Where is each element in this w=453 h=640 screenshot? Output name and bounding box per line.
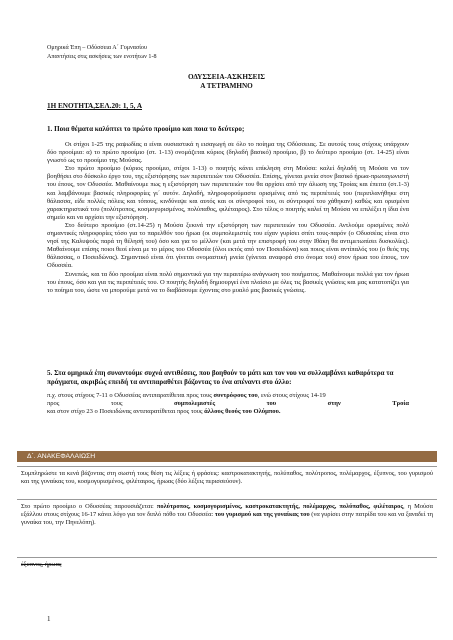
unit-heading: 1Η ΕΝΟΤΗΤΑ,ΣΕΛ.20: 1, 5, Α — [47, 102, 143, 110]
recap-text: , η Μούσα εξάλλου στους στίχους 16-17 κάνει λόγο για τον διπλό πόθο του Οδυσσέα: — [21, 503, 433, 519]
answer-5-word: προς — [47, 400, 60, 408]
answer-1-paragraph-1: Οι στίχοι 1-25 της ραψωδίας α είναι ουσιαστικά η εισαγωγή σε όλο το ποίημα της Οδύσσειας. Σε αυτούς τους στίχους υπάρχουν δύο προοίμια: α) το πρώτο προοίμιο (στ. 1-13) ονομάζεται κύριος (δηλαδή βασικό) προοίμιο, β) το δεύτερο προοίμιο (στ. 14-25) είναι γνωστό ως το προοίμιο της Μούσας. — [47, 141, 409, 165]
answer-5-line-3 — [47, 408, 409, 416]
answer-5-word: στην — [327, 400, 341, 408]
answer-1-paragraph-2: Στο πρώτο προοίμιο (κύριος προοίμιο, στίχοι 1-13) ο ποιητής κάνει επίκληση στη Μούσα: καλεί δηλαδή τη Μούσα να τον βοηθήσει στο δύσκολο έργο του, της εξιστόρησης των περιπετειών του Οδυσσέα. Επίσης, γίνεται μνεία στον βασικό ήρωα-πρωταγωνιστή του έπους, τον Οδυσσέα. Μαθαίνουμε πως η εξιστόρηση των περιπετειών του θα αρχίσει από την άλωση της Τροίας και έπειτα (στ.1-3) και λαμβάνουμε βασικές πληροφορίες γι΄ αυτόν. Δηλαδή, πληροφορούμαστε ορισμένες από τις περιπέτειές του (περιπλανήθηκε στη θάλασσα, είδε πολλές πόλεις και τόπους, κινδύνεψε και αυτός και οι σύντροφοί του, οι σύντροφοί του χάθηκαν) καθώς και ορισμένα χαρακτηριστικά του (πολύτροπος, κοσμογυρισμένος, πολύπαθος, φιλέταιρος). Στο τέλος ο ποιητής καλεί τη Μούσα να επιλέξει η ίδια ένα σημείο και να αρχίσει την εξιστόρηση. — [47, 165, 409, 221]
answer-1-paragraph-4: Συνεπώς, και τα δύο προοίμια είναι πολύ σημαντικά για την περαιτέρω ανάγνωση του ποιήματος. Μαθαίνουμε πολλά για τον ήρωα του έπους, όσο και για τις περιπέτειές του. Ο ποιητής δηλαδή δημιουργεί ένα πλαίσιο με όλες τις βασικές γνώσεις και μας κατατοπίζει για το ποίημα του, ώστε να μπορούμε μετά να το διαβάσουμε έχοντας στο μυαλό μας βασικές γνώσεις. — [47, 270, 409, 294]
answer-5-text: και στον στίχο 23 ο Ποσειδώνας αντιπαρατίθεται προς τους — [47, 408, 205, 416]
answer-5-word: τους — [110, 400, 123, 408]
recap-answer — [17, 499, 437, 554]
answer-5-emphasis: άλλους θεούς του Ολύμπου. — [204, 408, 281, 416]
answer-5-word: Τροία — [392, 400, 409, 408]
answer-5-emphasis: συντρόφους του — [213, 392, 258, 399]
struck-words: έξυπνος, ήρωας — [21, 561, 62, 568]
answer-5-text: π.χ. στους στίχους 7-11 ο Οδυσσέας αντιπαρατίθεται προς τους — [47, 392, 214, 399]
answer-1 — [47, 141, 409, 295]
document-subtitle: Α ΤΕΤΡΑΜΗΝΟ — [200, 82, 253, 90]
recap-instructions: Συμπληρώστε τα κενά βάζοντας στη σωστή τους θέση τις λέξεις ή φράσεις: καστροκατακτητής, πολύπαθος, πολύτροπος, πολέμαρχος, έξυπνος, του γυρισμού και της γυναίκας του, κοσμογυρισμένος, φιλέταιρος, ήρωας (δύο λέξεις περισσεύουν). — [17, 466, 437, 496]
recap-text: (να γυρίσει στην πατρίδα του και να ξαναδεί τη γυναίκα του, την Πηνελόπη). — [21, 511, 433, 527]
document-header — [47, 44, 157, 61]
recap-text: Στο πρώτο προοίμιο ο Οδυσσέας παρουσιάζεται: — [21, 503, 157, 510]
section-bar-recap: Δ΄. ΑΝΑΚΕΦΑΛΑΙΩΣΗ — [17, 451, 437, 462]
answer-5-text: , ενώ στους στίχους 14-19 — [257, 392, 326, 399]
recap-emphasis: του γυρισμού και της γυναίκας του — [214, 511, 310, 519]
header-line-1: Ομηρικά Έπη – Οδύσσεια Α΄ Γυμνασίου — [47, 45, 147, 51]
answer-5-word: του — [266, 400, 277, 408]
answer-5-line-2 — [47, 400, 409, 408]
answer-5 — [47, 392, 409, 416]
answer-5-word: συμπολεμιστές — [173, 400, 216, 408]
recap-leftover-words — [17, 557, 437, 569]
question-5: 5. Στα ομηρικά έπη συναντούμε συχνά αντιθέσεις, που βοηθούν το μάτι και τον νου να συλλαμβάνει καθαρότερα τα πράγματα, ακριβώς επειδή τα αντιπαραθέτει βάζοντας το ένα απέναντι στο άλλο: — [47, 369, 394, 386]
recap-emphasis: πολύτροπος, κοσμογυρισμένος, καστροκατακτητής, πολέμαρχος, πολύπαθος, φιλέταιρος — [156, 503, 404, 510]
answer-5-line-1 — [47, 392, 409, 400]
header-line-2: Απαντήσεις στις ασκήσεις των ενοτήτων 1-8 — [47, 53, 157, 60]
question-1: 1. Ποια θέματα καλύπτει το πρώτο προοίμιο και ποια το δεύτερο; — [47, 125, 245, 133]
page-number: 1 — [47, 615, 51, 623]
answer-1-paragraph-3: Στο δεύτερο προοίμιο (στ.14-25) η Μούσα ξεκινά την εξιστόρηση των περιπετειών του Οδυσσέα. Αντλούμε ορισμένες πολύ σημαντικές πληροφορίες τόσο για το παρελθόν του ήρωα (οι συμπολεμιστές του είχαν γυρίσει σπίτι τους-παρόν (ο Οδυσσέας είναι στο νησί της Καλυψούς παρά τη θέλησή του) όσο και για το μέλλον (και μετά την επιστροφή του στην Ιθάκη θα αντιμετωπίσει δυσκολίες). Μαθαίνουμε επίσης ποιοι θεοί είναι με το μέρος του Οδυσσέα (όλοι εκτός από τον Ποσειδώνα) και ποιος είναι αντίπαλός του (ο θεός της θάλασσας, ο Ποσειδώνας). Σημαντικό είναι ότι γίνεται ονομαστική μνεία (γίνεται αναφορά στο όνομα του) στον ήρωα του έπους, τον Οδυσσέα. — [47, 221, 409, 270]
document-title: ΟΔΥΣΣΕΙΑ-ΑΣΚΗΣΕΙΣ — [188, 73, 265, 81]
